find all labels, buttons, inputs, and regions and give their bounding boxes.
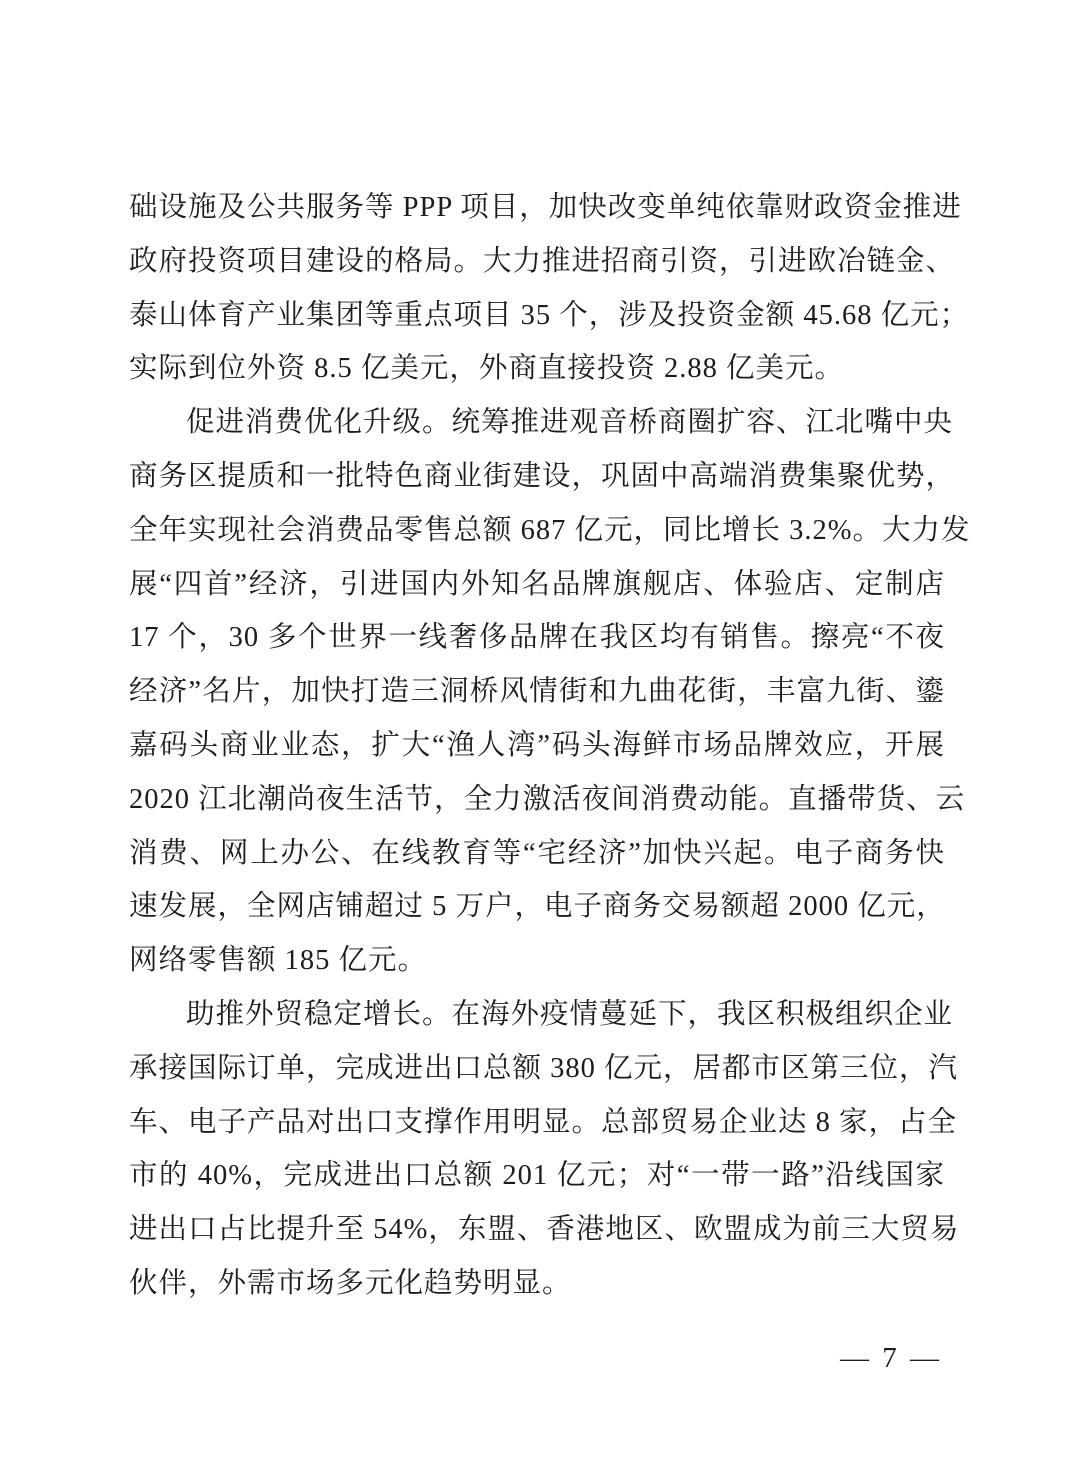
- text-line: 网络零售额 185 亿元。: [129, 945, 428, 977]
- text-line: 17 个，30 多个世界一线奢侈品牌在我区均有销售。擦亮“不夜: [129, 622, 945, 654]
- text-line: 实际到位外资 8.5 亿美元，外商直接投资 2.88 亿美元。: [129, 353, 845, 385]
- text-line-paragraph-start: 助推外贸稳定增长。在海外疫情蔓延下，我区积极组织企业: [186, 998, 954, 1030]
- text-line: 承接国际订单，完成进出口总额 380 亿元，居都市区第三位，汽: [129, 1052, 959, 1084]
- text-line: 展“四首”经济，引进国内外知名品牌旗舰店、体验店、定制店: [129, 568, 945, 600]
- text-line: 泰山体育产业集团等重点项目 35 个，涉及投资金额 45.68 亿元；: [129, 299, 970, 331]
- text-line: 速发展，全网店铺超过 5 万户，电子商务交易额超 2000 亿元，: [129, 891, 946, 923]
- text-line: 政府投资项目建设的格局。大力推进招商引资，引进欧冶链金、: [129, 245, 956, 277]
- page-number: — 7 —: [840, 1342, 942, 1374]
- body-text-block: [129, 181, 971, 1311]
- text-line: 市的 40%，完成进出口总额 201 亿元；对“一带一路”沿线国家: [129, 1160, 945, 1192]
- text-line: 础设施及公共服务等 PPP 项目，加快改变单纯依靠财政资金推进: [129, 192, 962, 223]
- text-line: 进出口占比提升至 54%，东盟、香港地区、欧盟成为前三大贸易: [129, 1214, 960, 1246]
- text-line: 消费、网上办公、在线教育等“宅经济”加快兴起。电子商务快: [129, 837, 945, 869]
- text-line: 经济”名片，加快打造三洞桥风情街和九曲花街，丰富九街、鎏: [129, 676, 945, 708]
- text-line-paragraph-start: 促进消费优化升级。统筹推进观音桥商圈扩容、江北嘴中央: [186, 407, 954, 439]
- text-line: 伙伴，外需市场多元化趋势明显。: [129, 1267, 572, 1299]
- text-line: 2020 江北潮尚夜生活节，全力激活夜间消费动能。直播带货、云: [129, 783, 966, 815]
- text-line: 全年实现社会消费品零售总额 687 亿元，同比增长 3.2%。大力发: [129, 514, 971, 546]
- text-line: 商务区提质和一批特色商业街建设，巩固中高端消费集聚优势，: [129, 460, 956, 492]
- text-line: 嘉码头商业业态，扩大“渔人湾”码头海鲜市场品牌效应，开展: [129, 729, 945, 761]
- text-line: 车、电子产品对出口支撑作用明显。总部贸易企业达 8 家，占全: [129, 1106, 958, 1138]
